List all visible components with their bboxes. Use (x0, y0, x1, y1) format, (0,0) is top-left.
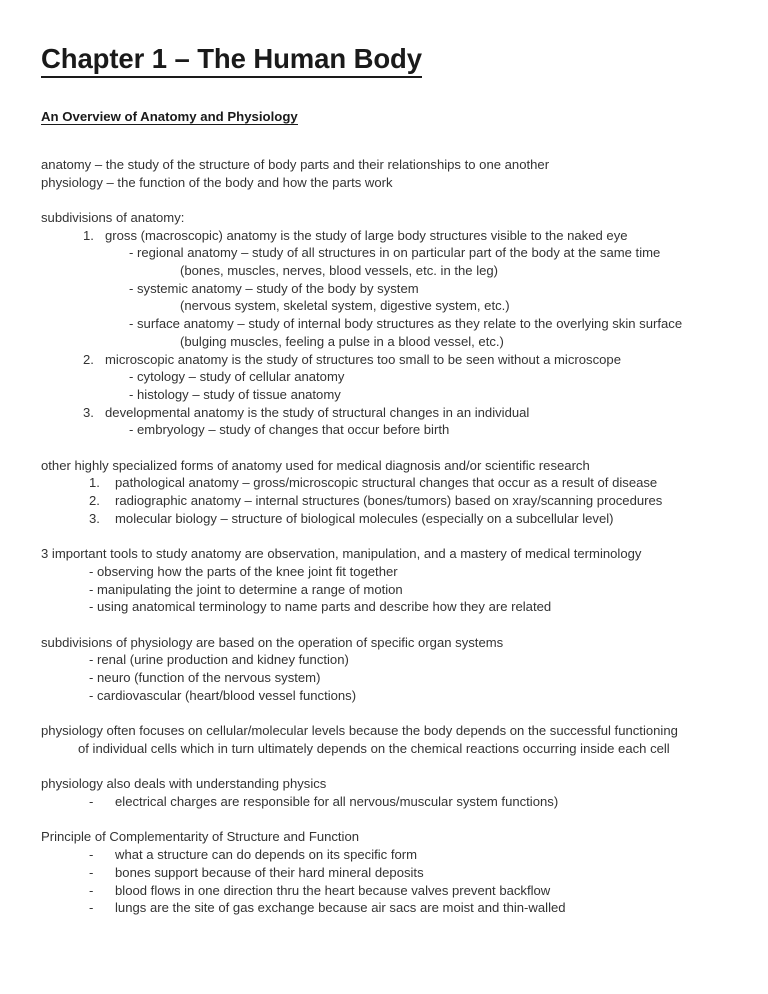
list-item (41, 687, 731, 705)
list-marker: 3. (83, 404, 94, 420)
list-item (41, 474, 731, 492)
list-item-text: electrical charges are responsible for all nervous/muscular system functions) (115, 794, 559, 810)
list-marker: - (89, 794, 94, 810)
spacer-after-title (41, 78, 731, 108)
spacer (41, 191, 731, 209)
spacer (41, 616, 731, 634)
spacer (41, 439, 731, 457)
list-marker: - (89, 882, 94, 898)
list-marker: - (129, 422, 134, 438)
list-marker: - (89, 563, 94, 579)
list-marker: - (89, 599, 94, 615)
list-marker: 1. (89, 475, 100, 491)
section-subheading: An Overview of Anatomy and Physiology (41, 108, 298, 124)
subdivisions-physiology-heading: subdivisions of physiology are based on the operation of specific organ systems (41, 634, 504, 650)
list-marker: - (129, 280, 134, 296)
cellular-focus-line-2: of individual cells which in turn ultimately depends on the chemical reactions occurring inside each cell (78, 740, 670, 756)
list-item-text: molecular biology – structure of biological molecules (especially on a subcellular level) (115, 510, 614, 526)
definition-physiology: physiology – the function of the body and how the parts work (41, 174, 393, 190)
list-item (41, 899, 731, 917)
document-body (41, 44, 731, 917)
list-item-text: histology – study of tissue anatomy (137, 386, 341, 402)
list-item-text: developmental anatomy is the study of structural changes in an individual (105, 404, 530, 420)
list-item-text: systemic anatomy – study of the body by system (137, 280, 419, 296)
list-item (41, 793, 731, 811)
list-item-text: what a structure can do depends on its specific form (115, 847, 418, 863)
definition-anatomy: anatomy – the study of the structure of body parts and their relationships to one another (41, 156, 550, 172)
page-title: Chapter 1 – The Human Body (41, 44, 422, 78)
list-item-text: blood flows in one direction thru the heart because valves prevent backflow (115, 882, 551, 898)
tools-heading: 3 important tools to study anatomy are observation, manipulation, and a mastery of medical terminology (41, 546, 642, 562)
physics-heading: physiology also deals with understanding physics (41, 776, 327, 792)
list-item (41, 421, 731, 439)
spacer-after-subheading (41, 126, 731, 156)
list-marker: - (89, 687, 94, 703)
list-item (41, 581, 731, 599)
list-item-text: cytology – study of cellular anatomy (137, 369, 345, 385)
list-marker: - (129, 245, 134, 261)
list-item (41, 404, 731, 422)
list-marker: - (89, 864, 94, 880)
list-item-note: (nervous system, skeletal system, digestive system, etc.) (180, 298, 510, 314)
spacer (41, 758, 731, 776)
list-item (41, 368, 731, 386)
complementarity-heading: Principle of Complementarity of Structure and Function (41, 829, 360, 845)
list-item (41, 351, 731, 369)
specialized-forms-heading: other highly specialized forms of anatomy used for medical diagnosis and/or scientific research (41, 457, 590, 473)
list-item (41, 244, 731, 262)
spacer (41, 811, 731, 829)
list-item (41, 651, 731, 669)
list-item-text: using anatomical terminology to name parts and describe how they are related (97, 599, 552, 615)
spacer (41, 528, 731, 546)
list-item-text: radiographic anatomy – internal structures (bones/tumors) based on xray/scanning procedures (115, 493, 663, 509)
list-item (41, 598, 731, 616)
list-item (41, 492, 731, 510)
list-item (41, 227, 731, 245)
list-item (41, 386, 731, 404)
list-marker: - (129, 369, 134, 385)
list-item-note: (bulging muscles, feeling a pulse in a blood vessel, etc.) (180, 333, 504, 349)
list-item-text: pathological anatomy – gross/microscopic structural changes that occur as a result of disease (115, 475, 658, 491)
list-marker: 1. (83, 227, 94, 243)
subdivisions-anatomy-heading: subdivisions of anatomy: (41, 209, 185, 225)
list-item-text: neuro (function of the nervous system) (97, 670, 321, 686)
list-item-text: bones support because of their hard mineral deposits (115, 864, 424, 880)
list-item-note: (bones, muscles, nerves, blood vessels, etc. in the leg) (180, 263, 499, 278)
list-item-text: gross (macroscopic) anatomy is the study of large body structures visible to the naked eye (105, 227, 628, 243)
list-item-text: surface anatomy – study of internal body structures as they relate to the overlying skin surface (137, 316, 683, 332)
list-item (41, 510, 731, 528)
list-item (41, 563, 731, 581)
list-item-text: regional anatomy – study of all structures in on particular part of the body at the same time (137, 245, 661, 261)
spacer (41, 705, 731, 723)
list-marker: - (89, 670, 94, 686)
list-marker: - (129, 386, 134, 402)
list-marker: 2. (89, 493, 100, 509)
list-item (41, 846, 731, 864)
list-item (41, 280, 731, 298)
list-item-text: manipulating the joint to determine a range of motion (97, 581, 403, 597)
list-item (41, 864, 731, 882)
list-marker: - (89, 652, 94, 668)
list-item-text: observing how the parts of the knee joint fit together (97, 563, 398, 579)
list-item-text: microscopic anatomy is the study of structures too small to be seen without a microscope (105, 351, 621, 367)
chapter-title-wrap (41, 44, 731, 78)
list-marker: - (89, 847, 94, 863)
list-item-text: renal (urine production and kidney function) (97, 652, 349, 668)
list-item (41, 882, 731, 900)
list-item-text: cardiovascular (heart/blood vessel functions) (97, 687, 357, 703)
list-marker: - (129, 316, 134, 332)
list-item (41, 315, 731, 333)
cellular-focus-line-1: physiology often focuses on cellular/molecular levels because the body depends on the successful functioning (41, 723, 678, 739)
list-item-text: lungs are the site of gas exchange because air sacs are moist and thin-walled (115, 900, 566, 916)
list-marker: 2. (83, 351, 94, 367)
list-item (41, 669, 731, 687)
list-marker: - (89, 900, 94, 916)
list-marker: - (89, 581, 94, 597)
list-item-text: embryology – study of changes that occur before birth (137, 422, 450, 438)
section-subheading-wrap (41, 108, 731, 126)
list-marker: 3. (89, 510, 100, 526)
